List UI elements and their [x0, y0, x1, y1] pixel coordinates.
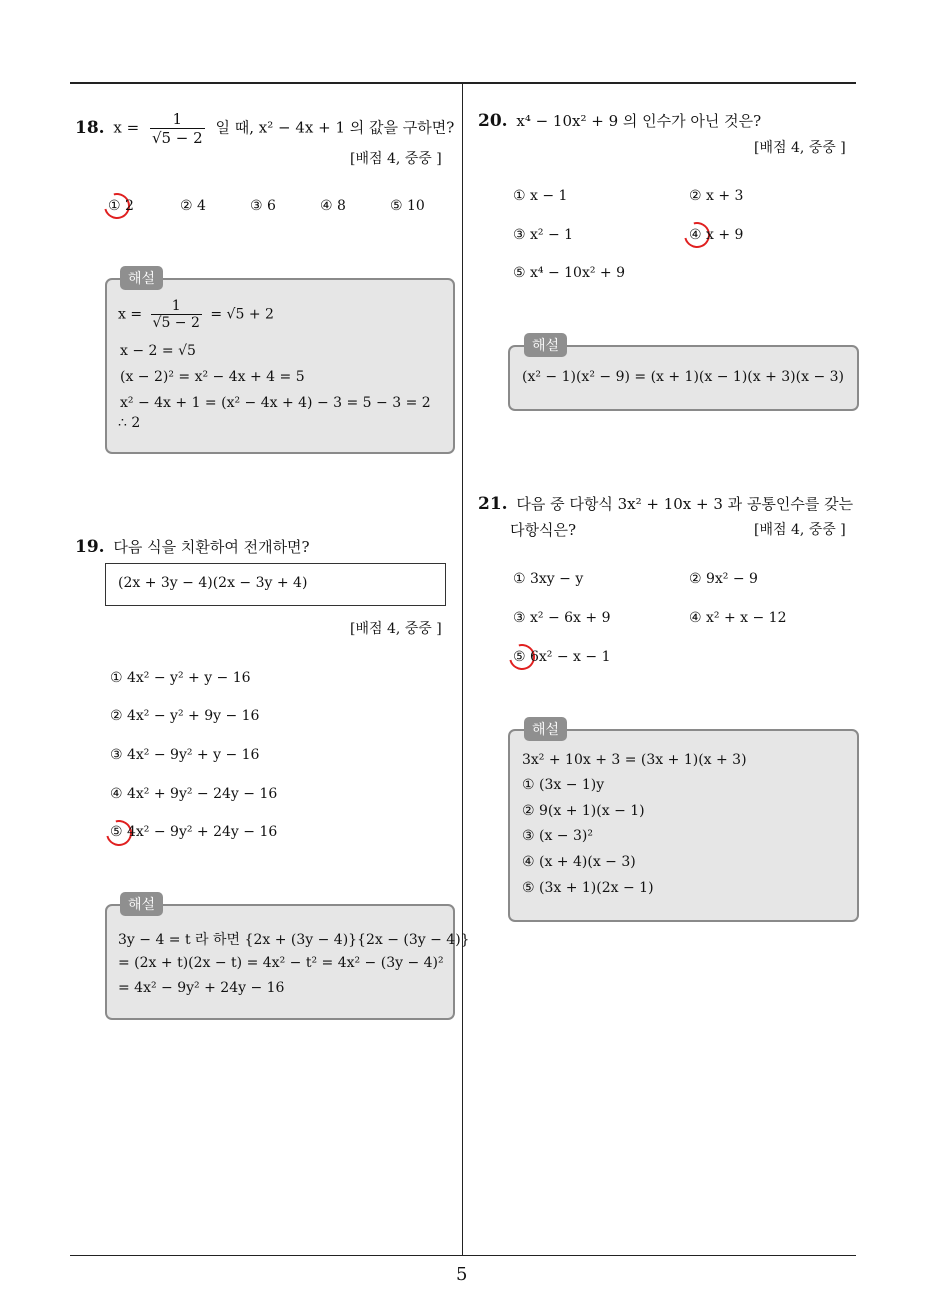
stem-fraction [150, 110, 205, 147]
solution-line: 3x² + 10x + 3 = (3x + 1)(x + 3) [522, 752, 747, 768]
choice-1[interactable]: ① 4x² − y² + y − 16 [110, 670, 251, 686]
question-18-stem [75, 110, 454, 147]
choice-5[interactable]: ⑤ 6x² − x − 1 [513, 649, 611, 665]
solution-suffix: = √5 + 2 [210, 306, 274, 323]
bottom-rule [70, 1255, 856, 1256]
question-21-meta: [배점 4, 중중 ] [754, 522, 846, 538]
choice-3[interactable]: ③ 4x² − 9y² + y − 16 [110, 747, 260, 763]
solution-line [118, 298, 274, 331]
solution-tag: 해설 [120, 892, 163, 916]
choice-2[interactable]: ② 9x² − 9 [689, 571, 758, 587]
choice-4[interactable]: ④ x + 9 [689, 227, 744, 243]
question-number: 19. [75, 537, 105, 557]
column-divider [462, 83, 463, 1256]
fraction-numerator: 1 [150, 110, 205, 129]
choice-4[interactable]: ④ x² + x − 12 [689, 610, 787, 626]
choice-1[interactable]: ① 3xy − y [513, 571, 584, 587]
stem-suffix: 일 때, x² − 4x + 1 의 값을 구하면? [215, 118, 455, 137]
choice-3[interactable]: ③ x² − 1 [513, 227, 574, 243]
solution-line: x² − 4x + 1 = (x² − 4x + 4) − 3 = 5 − 3 = 2 [120, 395, 431, 411]
question-number: 21. [478, 494, 508, 514]
solution-line: ③ (x − 3)² [522, 828, 593, 844]
question-number: 20. [478, 111, 508, 131]
solution-prefix: x = [118, 306, 143, 323]
choice-3[interactable]: ③ x² − 6x + 9 [513, 610, 611, 626]
fraction-denominator: √5 − 2 [152, 315, 200, 331]
choice-5[interactable]: ⑤ 10 [390, 198, 425, 214]
question-20-meta: [배점 4, 중중 ] [754, 140, 846, 156]
choice-5[interactable]: ⑤ 4x² − 9y² + 24y − 16 [110, 824, 278, 840]
question-19-meta: [배점 4, 중중 ] [350, 621, 442, 637]
stem-text: x⁴ − 10x² + 9 의 인수가 아닌 것은? [516, 112, 762, 130]
stem-prefix: x = [113, 118, 140, 137]
solution-line: (x − 2)² = x² − 4x + 4 = 5 [120, 369, 305, 385]
question-21-stem [478, 493, 853, 514]
question-19-stem [75, 536, 310, 557]
question-21-stem-cont: 다항식은? [510, 521, 577, 539]
solution-tag: 해설 [524, 717, 567, 741]
solution-line: x − 2 = √5 [120, 343, 196, 359]
stem-text: 다음 식을 치환하여 전개하면? [113, 538, 310, 556]
choice-4[interactable]: ④ 8 [320, 198, 346, 214]
expression: (2x + 3y − 4)(2x − 3y + 4) [118, 575, 308, 591]
solution-line: (x² − 1)(x² − 9) = (x + 1)(x − 1)(x + 3)(x − 3) [522, 369, 844, 385]
choice-2[interactable]: ② 4 [180, 198, 206, 214]
page-number: 5 [456, 1264, 468, 1285]
question-18-meta: [배점 4, 중중 ] [350, 151, 442, 167]
top-rule [70, 82, 856, 84]
solution-line: ⑤ (3x + 1)(2x − 1) [522, 880, 654, 896]
choice-1[interactable]: ① 2 [108, 198, 134, 214]
solution-line: = 4x² − 9y² + 24y − 16 [118, 980, 285, 996]
question-20-stem [478, 110, 761, 131]
solution-line: = (2x + t)(2x − t) = 4x² − t² = 4x² − (3y − 4)² [118, 955, 444, 971]
choice-1[interactable]: ① x − 1 [513, 188, 568, 204]
choice-4[interactable]: ④ 4x² + 9y² − 24y − 16 [110, 786, 278, 802]
question-number: 18. [75, 117, 105, 138]
solution-line: ④ (x + 4)(x − 3) [522, 854, 636, 870]
solution-tag: 해설 [120, 266, 163, 290]
choice-5[interactable]: ⑤ x⁴ − 10x² + 9 [513, 265, 625, 281]
fraction-numerator: 1 [151, 298, 202, 315]
fraction-denominator: √5 − 2 [151, 129, 203, 147]
solution-line: ① (3x − 1)y [522, 777, 605, 793]
solution-line: 3y − 4 = t 라 하면 {2x + (3y − 4)}{2x − (3y − 4)} [118, 932, 470, 948]
solution-line: ∴ 2 [118, 415, 141, 431]
stem-text: 다음 중 다항식 3x² + 10x + 3 과 공통인수를 갖는 [516, 495, 854, 513]
choice-2[interactable]: ② x + 3 [689, 188, 744, 204]
solution-tag: 해설 [524, 333, 567, 357]
solution-line: ② 9(x + 1)(x − 1) [522, 803, 645, 819]
solution-fraction [151, 298, 202, 331]
choice-2[interactable]: ② 4x² − y² + 9y − 16 [110, 708, 260, 724]
choice-3[interactable]: ③ 6 [250, 198, 276, 214]
